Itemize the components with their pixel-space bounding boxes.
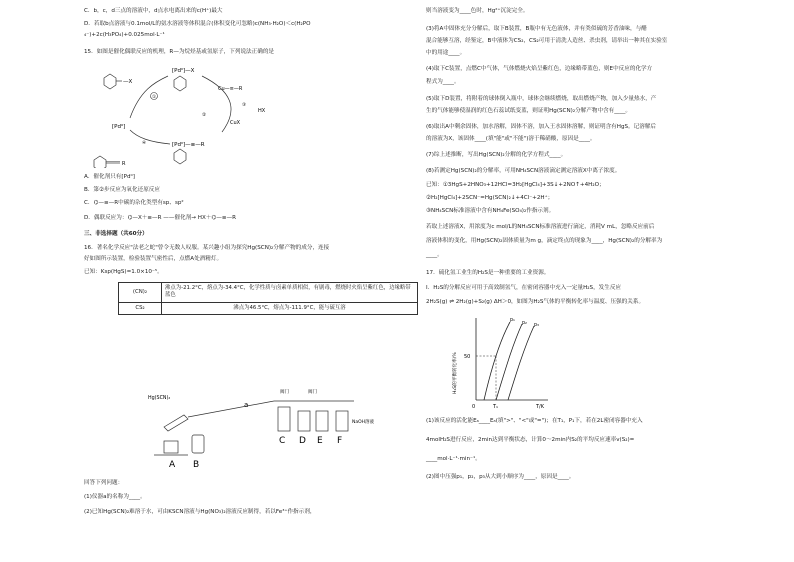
step-4-label: ④ bbox=[142, 141, 147, 146]
cux-label: CuX bbox=[230, 120, 241, 126]
right-line-25: (2)图中压强p₁，p₂，p₃从大到小顺序为____，原因是____。 bbox=[426, 474, 575, 480]
pd2-x-label: [Pdᴵᴵ]—X bbox=[172, 68, 195, 74]
right-line-18: ____。 bbox=[426, 252, 443, 258]
graph-p2-label: p₂ bbox=[522, 321, 527, 326]
right-line-2: (3)将A中固体充分分解后，取下B装置，B瓶中有无色液体，并有类似硫的芳香油味，与醋 bbox=[426, 26, 647, 32]
right-line-16: 若取上述溶液X，用浓度为c mol/L的NH₄SCN标准溶液进行滴定，消耗V mL，忽略反应前后 bbox=[426, 224, 655, 230]
right-line-5: (4)取下C装置，点燃C中气体，气体燃烧火焰呈紫红色，边缘略带蓝色，则E中反应的化学方 bbox=[426, 66, 653, 72]
right-line-3: 混合能够互溶，经鉴定，B中液体为CS₂，CS₂可用于清洗人造丝、杀虫剂，请举出一种其在实验室 bbox=[426, 38, 668, 44]
right-line-24: ____mol·L⁻¹·min⁻¹。 bbox=[426, 456, 481, 462]
section-3-heading: 三、非选择题（共60分） bbox=[84, 231, 148, 237]
graph-y-label: H₂S的平衡转化率/% bbox=[453, 352, 458, 394]
q15-option-a: A．催化剂只有[Pd⁰] bbox=[84, 174, 135, 180]
valve-2-label: 阀门 bbox=[308, 390, 317, 395]
hx-label: HX bbox=[258, 108, 266, 114]
q15-option-d: D．偶联反应为：⌬—X＋≡—R ——催化剂→ HX＋⌬—≡—R bbox=[84, 215, 237, 221]
graph-curve-p1 bbox=[484, 322, 510, 400]
label-b: B bbox=[193, 460, 200, 470]
graph-curve-p3 bbox=[508, 326, 534, 400]
right-line-10: 的溶液为X，该固体____(填"能"或"不能")溶于稀硝酸，原因是____。 bbox=[426, 136, 596, 142]
right-line-19: 17．硫化氢工业生的H₂S是一种重要的工业资源。 bbox=[426, 270, 550, 276]
graph-curve-p2 bbox=[496, 324, 522, 400]
right-line-6: 程式为____。 bbox=[426, 79, 460, 85]
hgscn-label: Hg(SCN)₂ bbox=[148, 396, 171, 401]
right-line-13: 已知：①3HgS+2HNO₃+12HCl=3H₂[HgCl₄]+3S↓+2NO↑+4H₂O； bbox=[426, 182, 605, 188]
vessel-d bbox=[298, 411, 310, 431]
q16-part-2: (2)已知Hg(SCN)₂难溶于水，可由KSCN溶液与Hg(NO₃)₂溶液反应制得，若以Fe³⁺作指示剂， bbox=[84, 509, 316, 515]
q14-option-d-cont: ₄⁻)+2c(H₃PO₄)+0.025mol·L⁻¹ bbox=[84, 32, 165, 38]
x-label: —X bbox=[123, 79, 133, 85]
right-line-21: 2H₂S(g) ⇌ 2H₂(g)+S₂(g) ΔH＞0，如图为H₂S气体的平衡转化率与温度、压强的关系。 bbox=[426, 299, 645, 305]
q16-stem-2: 好如图所示装置，检验装置气密性后，点燃A处酒精灯。 bbox=[84, 256, 223, 262]
apparatus-diagram bbox=[144, 385, 404, 470]
q15-option-b: B．第②步反应为氧化还原反应 bbox=[84, 187, 160, 193]
table-cell-name: (CN)₂ bbox=[119, 283, 162, 303]
step-3-label: ③ bbox=[242, 103, 247, 108]
graph-p3-label: p₃ bbox=[534, 323, 539, 328]
table-cell-name: CS₂ bbox=[119, 302, 162, 314]
right-line-11: (7)综上述推断，写出Hg(SCN)₂分解的化学方程式____。 bbox=[426, 152, 567, 158]
valve-1-label: 阀门 bbox=[280, 390, 289, 395]
right-line-15: ③NH₄SCN标准溶液中含有NH₄Fe(SO₄)₂作指示剂。 bbox=[426, 208, 555, 214]
label-d: D bbox=[299, 436, 306, 446]
right-line-17: 溶液体积的变化，用Hg(SCN)₂固体质量为m g，滴定终点的现象为____，Hg(SCN)₂的分解率为 bbox=[426, 238, 663, 244]
vessel-f bbox=[336, 411, 348, 431]
graph-p1-label: p₁ bbox=[510, 318, 515, 323]
right-line-4: 中的用途____。 bbox=[426, 50, 466, 56]
benzene-ring-pd2-alkyne bbox=[174, 149, 186, 164]
q16-known: 已知：Ksp(HgS)=1.0×10⁻⁵。 bbox=[84, 269, 163, 275]
cycle-arrow-1 bbox=[130, 76, 168, 118]
benzene-ring-top-left bbox=[104, 74, 116, 89]
table-row bbox=[119, 283, 418, 303]
catalytic-cycle-diagram bbox=[90, 60, 280, 168]
q16-stem-1: 16．著名化学反应"法老之蛇"曾令无数人叹服。某兴趣小组为探究Hg(SCN)₂分解产物的成分，连接 bbox=[84, 245, 330, 251]
q16-part-1: (1)仪器a的名称为____。 bbox=[84, 494, 146, 500]
table-cell-desc: 沸点为-21.2°C，熔点为-34.4°C，化学性质与卤素单质相似，有剧毒，燃烧时火焰呈紫红色，边缘略带蓝色 bbox=[162, 283, 418, 303]
right-line-20: Ⅰ．H₂S的分解反应可用于高效制氢气，在密闭容器中充入一定量H₂S，发生反应 bbox=[426, 285, 622, 291]
flask-b bbox=[192, 435, 204, 453]
naoh-label: NaOH溶液 bbox=[352, 420, 375, 425]
right-line-23: 4molH₂S进行反应，2min达到平衡状态，计算0～2min内S₂的平均反应速率v(S₂)= bbox=[426, 437, 635, 443]
right-line-14: ②H₂[HgCl₄]+2SCN⁻=Hg(SCN)₂↓+4Cl⁻+2H⁺； bbox=[426, 195, 554, 201]
q14-option-c: C．b，c，d三点的溶液中，d点水电离出来的c(H⁺)最大 bbox=[84, 8, 223, 14]
reaction-tube bbox=[164, 415, 188, 431]
vessel-c bbox=[278, 407, 290, 431]
graph-y50-tick: 50 bbox=[464, 354, 471, 360]
right-line-22: (1)该反应的活化能Eₐ____Eₐ(填">"、"<"或"=")；在T₁，P₁下，若在2L密闭容器中充入 bbox=[426, 418, 643, 424]
q14-option-d: D．若取b点溶液与0.1mol/L的氨水溶液等体积混合(体积变化可忽略)c(NH₃·H₂O)＜c(H₂PO bbox=[84, 21, 311, 27]
q16-answer-prompt: 回答下列问题： bbox=[84, 480, 124, 486]
cycle-arrow-2 bbox=[202, 76, 231, 132]
table-row bbox=[119, 302, 418, 314]
properties-table bbox=[118, 282, 418, 315]
label-e: E bbox=[317, 436, 323, 446]
cu-alkyne-label: Cu—≡—R bbox=[218, 86, 243, 92]
graph-x-label: T/K bbox=[536, 404, 545, 410]
q15-option-c: C．⌬—≡—R中碳的杂化类型有sp、sp² bbox=[84, 200, 184, 206]
connecting-tube bbox=[188, 401, 274, 417]
graph-origin: 0 bbox=[472, 404, 476, 410]
vessel-e bbox=[316, 411, 328, 431]
step-1-label: ① bbox=[152, 95, 157, 100]
benzene-ring-pd2x bbox=[174, 76, 186, 91]
conversion-graph bbox=[448, 314, 558, 410]
step-2-label: ② bbox=[202, 113, 207, 118]
product-r-label: R bbox=[122, 161, 126, 167]
table-cell-desc: 沸点为46.5°C，熔点为-111.9°C，能与硫互溶 bbox=[162, 302, 418, 314]
right-line-1: 则当溶液变为____色时，Hg²⁺沉淀完全。 bbox=[426, 8, 529, 14]
cycle-arrow-4 bbox=[130, 130, 170, 144]
graph-t1-tick: T₁ bbox=[493, 404, 499, 410]
right-line-9: (6)取出A中剩余固体，加水溶解，固体不溶，加入王水固体溶解，则证明含有HgS。记溶解后 bbox=[426, 124, 657, 130]
label-c: C bbox=[279, 436, 286, 446]
pd2-alkyne-label: [Pdᴵᴵ]—≡—R bbox=[172, 142, 205, 148]
label-a: A bbox=[169, 460, 176, 470]
right-line-8: 生的气体能够使湿润的红色石蕊试纸变蓝，则证明Hg(SCN)₂分解产物中含有____。 bbox=[426, 108, 632, 114]
pd0-label: [Pd⁰] bbox=[112, 124, 126, 130]
q15-stem: 15．如图是催化偶联反应的机理，R—为烷烃基或氢原子，下列说法正确的是 bbox=[84, 49, 275, 55]
label-f: F bbox=[337, 436, 343, 446]
instrument-a-label: a bbox=[244, 401, 249, 409]
right-line-7: (5)取下D装置，将附着的球体倒入瓶中，球体会继续燃烧，取出燃烧产物，加入少量热水，产 bbox=[426, 96, 657, 102]
right-line-12: (8)若测定Hg(SCN)₂的分解率，可用NH₄SCN溶液滴定测定溶液X中离子浓度。 bbox=[426, 168, 621, 174]
alcohol-lamp bbox=[164, 441, 178, 453]
benzene-ring-product bbox=[94, 156, 106, 168]
